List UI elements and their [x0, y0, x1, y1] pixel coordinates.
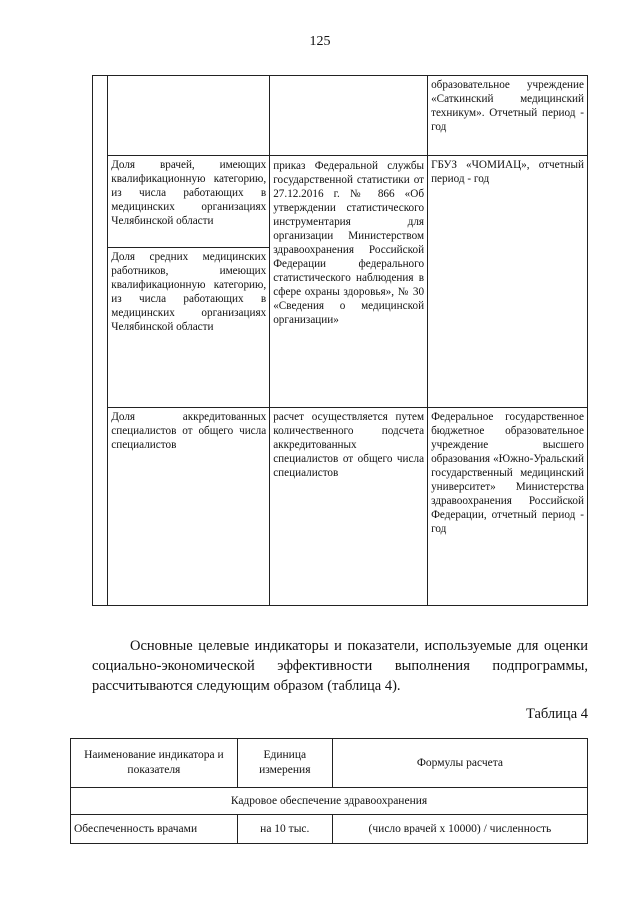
- table-section-row: [71, 788, 588, 815]
- responsible-cell: Федеральное государственное бюджетное образовательное учреждение высшего образования «Южно-Уральский государственный медицинский университет» Министерства здравоохранения Российской Федерации, отчетный период - год: [428, 408, 588, 606]
- row-number-cell: [93, 76, 108, 606]
- unit-cell: на 10 тыс.: [237, 815, 332, 844]
- table-row: [71, 815, 588, 844]
- table-row: [93, 156, 588, 248]
- source-cell: расчет осуществляется путем количественного подсчета аккредитованных специалистов от общего числа специалистов: [270, 408, 428, 606]
- indicator-cell: Доля средних медицинских работников, имеющих квалификационную категорию, из числа работающих в медицинских организациях Челябинской области: [108, 248, 270, 408]
- responsible-cell: ГБУЗ «ЧОМИАЦ», отчетный период - год: [428, 156, 588, 408]
- indicators-sources-table: [92, 75, 588, 606]
- table-row: [93, 408, 588, 606]
- header-formula: Формулы расчета: [332, 739, 587, 788]
- indicator-cell: [108, 76, 270, 156]
- indicator-cell: Доля врачей, имеющих квалификационную категорию, из числа работающих в медицинских организациях Челябинской области: [108, 156, 270, 248]
- indicators-formulas-table: [70, 738, 588, 844]
- table-caption: Таблица 4: [525, 706, 588, 722]
- page-number: 125: [309, 34, 331, 49]
- indicator-name-cell: Обеспеченность врачами: [71, 815, 238, 844]
- source-cell: приказ Федеральной службы государственной статистики от 27.12.2016 г. № 866 «Об утверждении статистического инструментария для организации Министерством здравоохранения Российской Федерации федерального статистического наблюдения в сфере охраны здоровья», № 30 «Сведения о медицинской организации»: [270, 156, 428, 408]
- source-cell: [270, 76, 428, 156]
- table-row: [93, 76, 588, 156]
- responsible-cell: образовательное учреждение «Саткинский медицинский техникум». Отчетный период - год: [428, 76, 588, 156]
- table-header-row: [71, 739, 588, 788]
- section-title: Кадровое обеспечение здравоохранения: [71, 788, 588, 815]
- header-indicator-name: Наименование индикатора и показателя: [71, 739, 238, 788]
- formula-cell: (число врачей х 10000) / численность: [332, 815, 587, 844]
- header-unit: Единица измерения: [237, 739, 332, 788]
- indicator-cell: Доля аккредитованных специалистов от общего числа специалистов: [108, 408, 270, 606]
- body-paragraph: Основные целевые индикаторы и показатели, используемые для оценки социально-экономической эффективности выполнения подпрограммы, рассчитываются следующим образом (таблица 4).: [92, 638, 588, 694]
